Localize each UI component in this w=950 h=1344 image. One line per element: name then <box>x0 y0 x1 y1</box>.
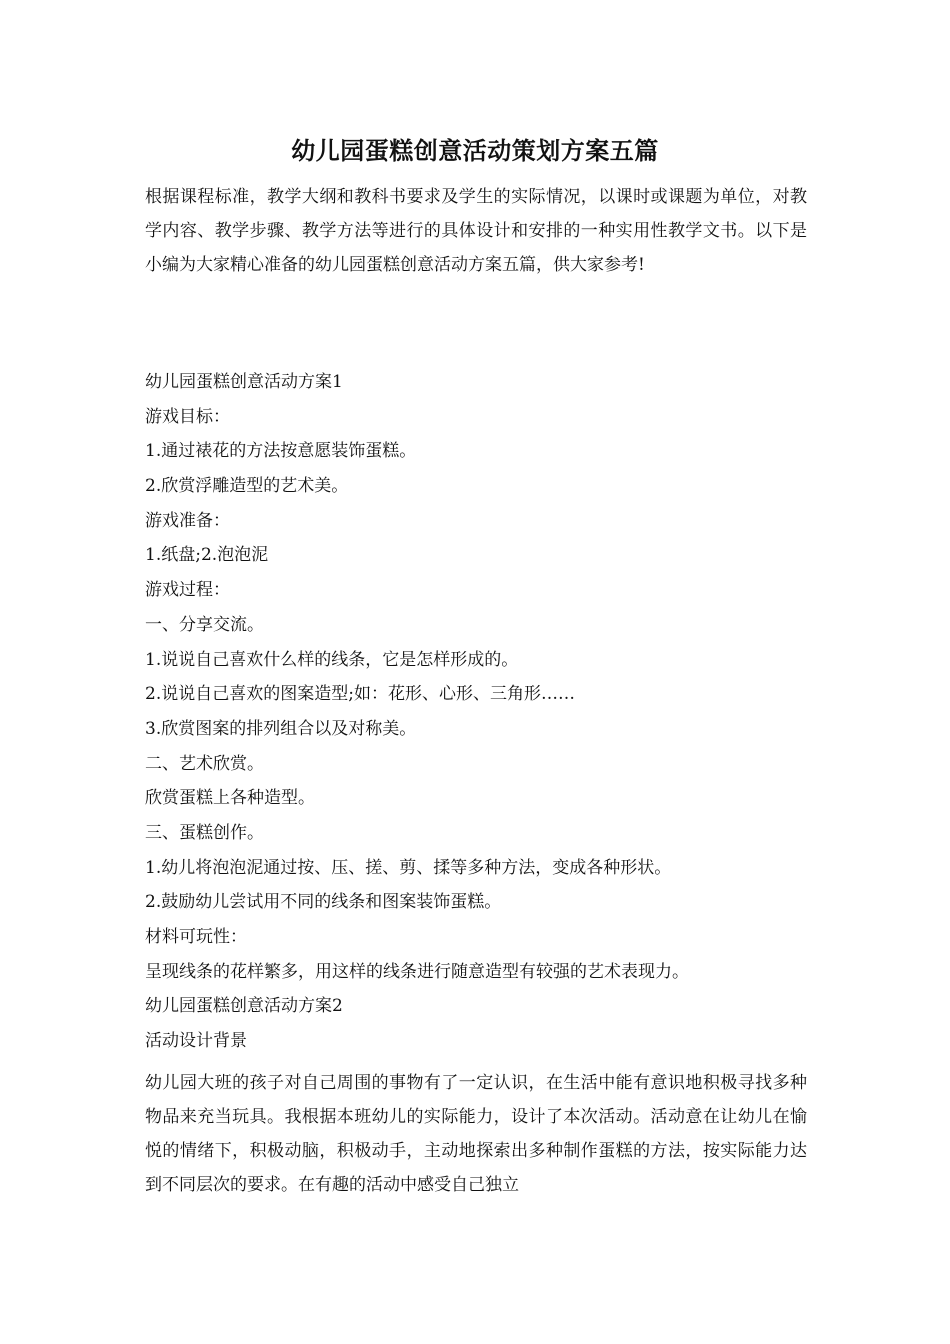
text-line: 1.通过裱花的方法按意愿装饰蛋糕。 <box>145 441 417 462</box>
background-paragraph: 幼儿园大班的孩子对自己周围的事物有了一定认识，在生活中能有意识地积极寻找多种物品来充当玩具。我根据本班幼儿的实际能力，设计了本次活动。活动意在让幼儿在愉悦的情绪下，积极动脑，积极动手，主动地探索出多种制作蛋糕的方法，按实际能力达到不同层次的要求。在有趣的活动中感受自己独立 <box>145 1073 807 1195</box>
text-line: 3.欣赏图案的排列组合以及对称美。 <box>145 718 417 739</box>
text-line: 1.纸盘;2.泡泡泥 <box>145 545 269 566</box>
text-line: 2.鼓励幼儿尝试用不同的线条和图案装饰蛋糕。 <box>145 892 502 913</box>
text-line: 游戏过程： <box>145 580 230 601</box>
text-line: 欣赏蛋糕上各种造型。 <box>145 788 315 809</box>
intro-paragraph: 根据课程标准，教学大纲和教科书要求及学生的实际情况，以课时或课题为单位，对教学内容、教学步骤、教学方法等进行的具体设计和安排的一种实用性教学文书。以下是小编为大家精心准备的幼儿园蛋糕创意活动方案五篇，供大家参考! <box>145 187 807 275</box>
text-line: 2.说说自己喜欢的图案造型;如：花形、心形、三角形…… <box>145 684 575 705</box>
text-line: 呈现线条的花样繁多，用这样的线条进行随意造型有较强的艺术表现力。 <box>145 961 689 982</box>
document-title: 幼儿园蛋糕创意活动策划方案五篇 <box>291 136 659 165</box>
text-line: 材料可玩性： <box>145 927 247 947</box>
text-line: 游戏准备： <box>145 510 230 531</box>
text-line: 2.欣赏浮雕造型的艺术美。 <box>145 476 349 497</box>
section-heading-plan-1: 幼儿园蛋糕创意活动方案1 <box>145 372 343 392</box>
text-line: 三、蛋糕创作。 <box>145 822 264 843</box>
text-line: 1.幼儿将泡泡泥通过按、压、搓、剪、揉等多种方法，变成各种形状。 <box>145 857 672 878</box>
text-line: 活动设计背景 <box>145 1031 247 1052</box>
text-line: 游戏目标： <box>145 406 230 427</box>
text-line: 1.说说自己喜欢什么样的线条，它是怎样形成的。 <box>145 649 519 670</box>
section-heading-plan-2: 幼儿园蛋糕创意活动方案2 <box>145 996 343 1017</box>
text-line: 二、艺术欣赏。 <box>145 753 264 774</box>
content-lines <box>145 365 807 1059</box>
text-line: 一、分享交流。 <box>145 614 264 635</box>
